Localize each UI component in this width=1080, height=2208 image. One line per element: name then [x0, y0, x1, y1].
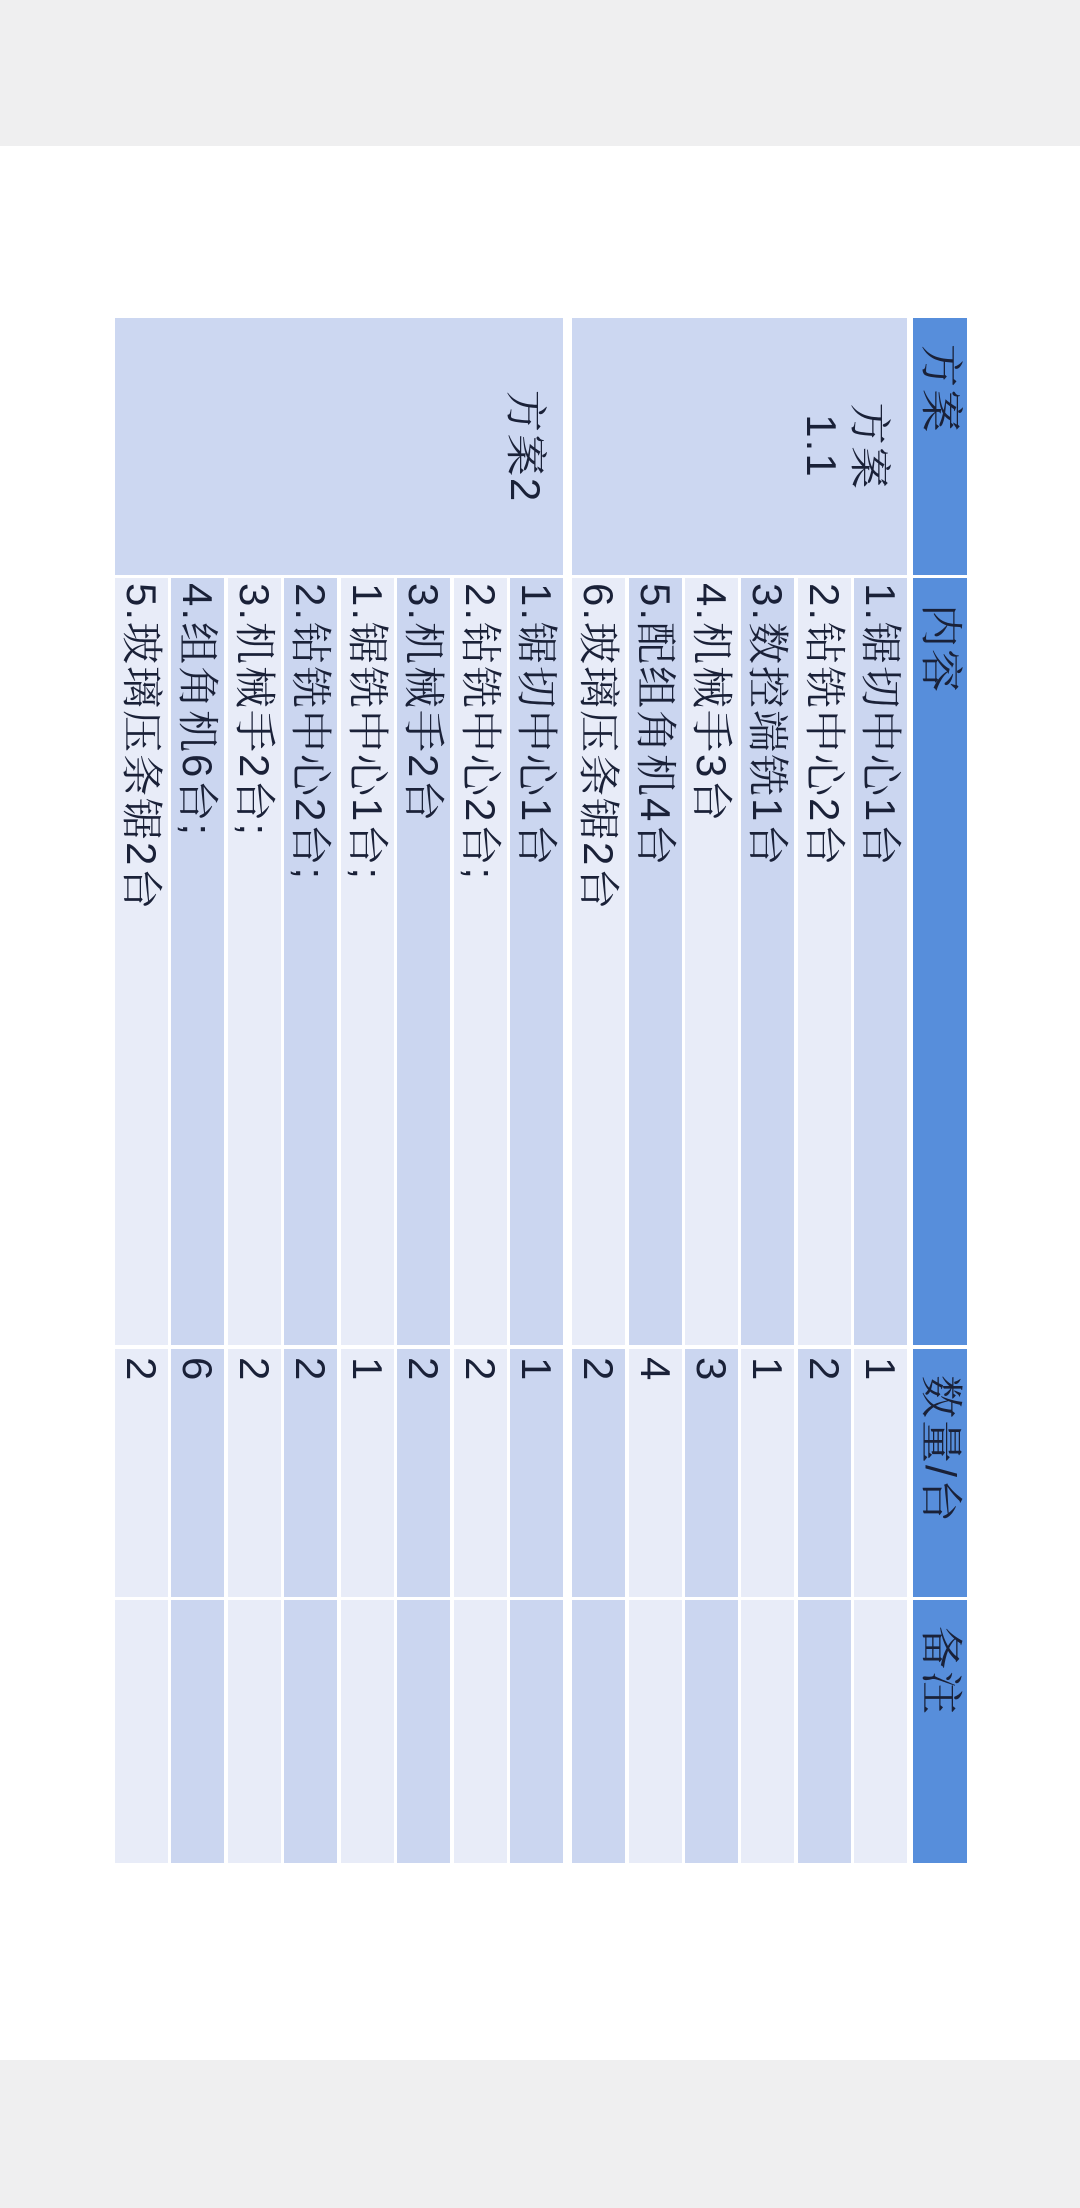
header-cell-qty: 数量/台 — [913, 1349, 967, 1597]
rotated-plan-table — [114, 318, 967, 1863]
content-cell: 5.配组角机4台 — [629, 578, 682, 1345]
plan-cell-label-line: 方案2 — [502, 389, 549, 504]
qty-cell: 2 — [798, 1349, 851, 1597]
qty-cell: 2 — [454, 1349, 507, 1597]
remark-cell — [629, 1600, 682, 1863]
content-cell: 1.锯切中心1台 — [510, 578, 563, 1345]
qty-cell: 1 — [854, 1349, 907, 1597]
remark-cell — [228, 1600, 281, 1863]
remark-cell — [798, 1600, 851, 1863]
qty-cell: 6 — [171, 1349, 224, 1597]
remark-cell — [685, 1600, 738, 1863]
plan-cell-label-line: 1.1 — [798, 414, 845, 479]
remark-cell — [510, 1600, 563, 1863]
content-cell: 4.组角机6台; — [171, 578, 224, 1345]
remark-cell — [741, 1600, 794, 1863]
content-cell: 2.钻铣中心2台 — [798, 578, 851, 1345]
content-cell: 3.机械手2台 — [397, 578, 450, 1345]
remark-cell — [572, 1600, 625, 1863]
content-cell: 6.玻璃压条锯2台 — [572, 578, 625, 1345]
content-cell: 1.锯切中心1台 — [854, 578, 907, 1345]
remark-cell — [854, 1600, 907, 1863]
header-cell-remark: 备注 — [913, 1600, 967, 1863]
remark-cell — [397, 1600, 450, 1863]
remark-cell — [341, 1600, 394, 1863]
content-cell: 4.机械手3台 — [685, 578, 738, 1345]
header-cell-content: 内容 — [913, 578, 967, 1345]
remark-cell — [171, 1600, 224, 1863]
qty-cell: 1 — [741, 1349, 794, 1597]
remark-cell — [115, 1600, 168, 1863]
qty-cell: 2 — [397, 1349, 450, 1597]
remark-cell — [454, 1600, 507, 1863]
bottom-gray-band — [0, 2060, 1080, 2208]
qty-cell: 2 — [115, 1349, 168, 1597]
content-cell: 2.钻铣中心2台; — [284, 578, 337, 1345]
content-cell: 3.数控端铣1台 — [741, 578, 794, 1345]
qty-cell: 2 — [572, 1349, 625, 1597]
content-cell: 1.锯铣中心1台; — [341, 578, 394, 1345]
plan-cell-2 — [115, 318, 563, 575]
content-cell: 3.机械手2台; — [228, 578, 281, 1345]
qty-cell: 1 — [341, 1349, 394, 1597]
qty-cell: 1 — [510, 1349, 563, 1597]
qty-cell: 4 — [629, 1349, 682, 1597]
plan-cell-1 — [572, 318, 907, 575]
plan-cell-label-line: 方案 — [846, 402, 893, 491]
content-cell: 5.玻璃压条锯2台 — [115, 578, 168, 1345]
top-gray-band — [0, 0, 1080, 146]
qty-cell: 3 — [685, 1349, 738, 1597]
content-cell: 2.钻铣中心2台; — [454, 578, 507, 1345]
qty-cell: 2 — [284, 1349, 337, 1597]
remark-cell — [284, 1600, 337, 1863]
qty-cell: 2 — [228, 1349, 281, 1597]
header-cell-plan: 方案 — [913, 318, 967, 575]
